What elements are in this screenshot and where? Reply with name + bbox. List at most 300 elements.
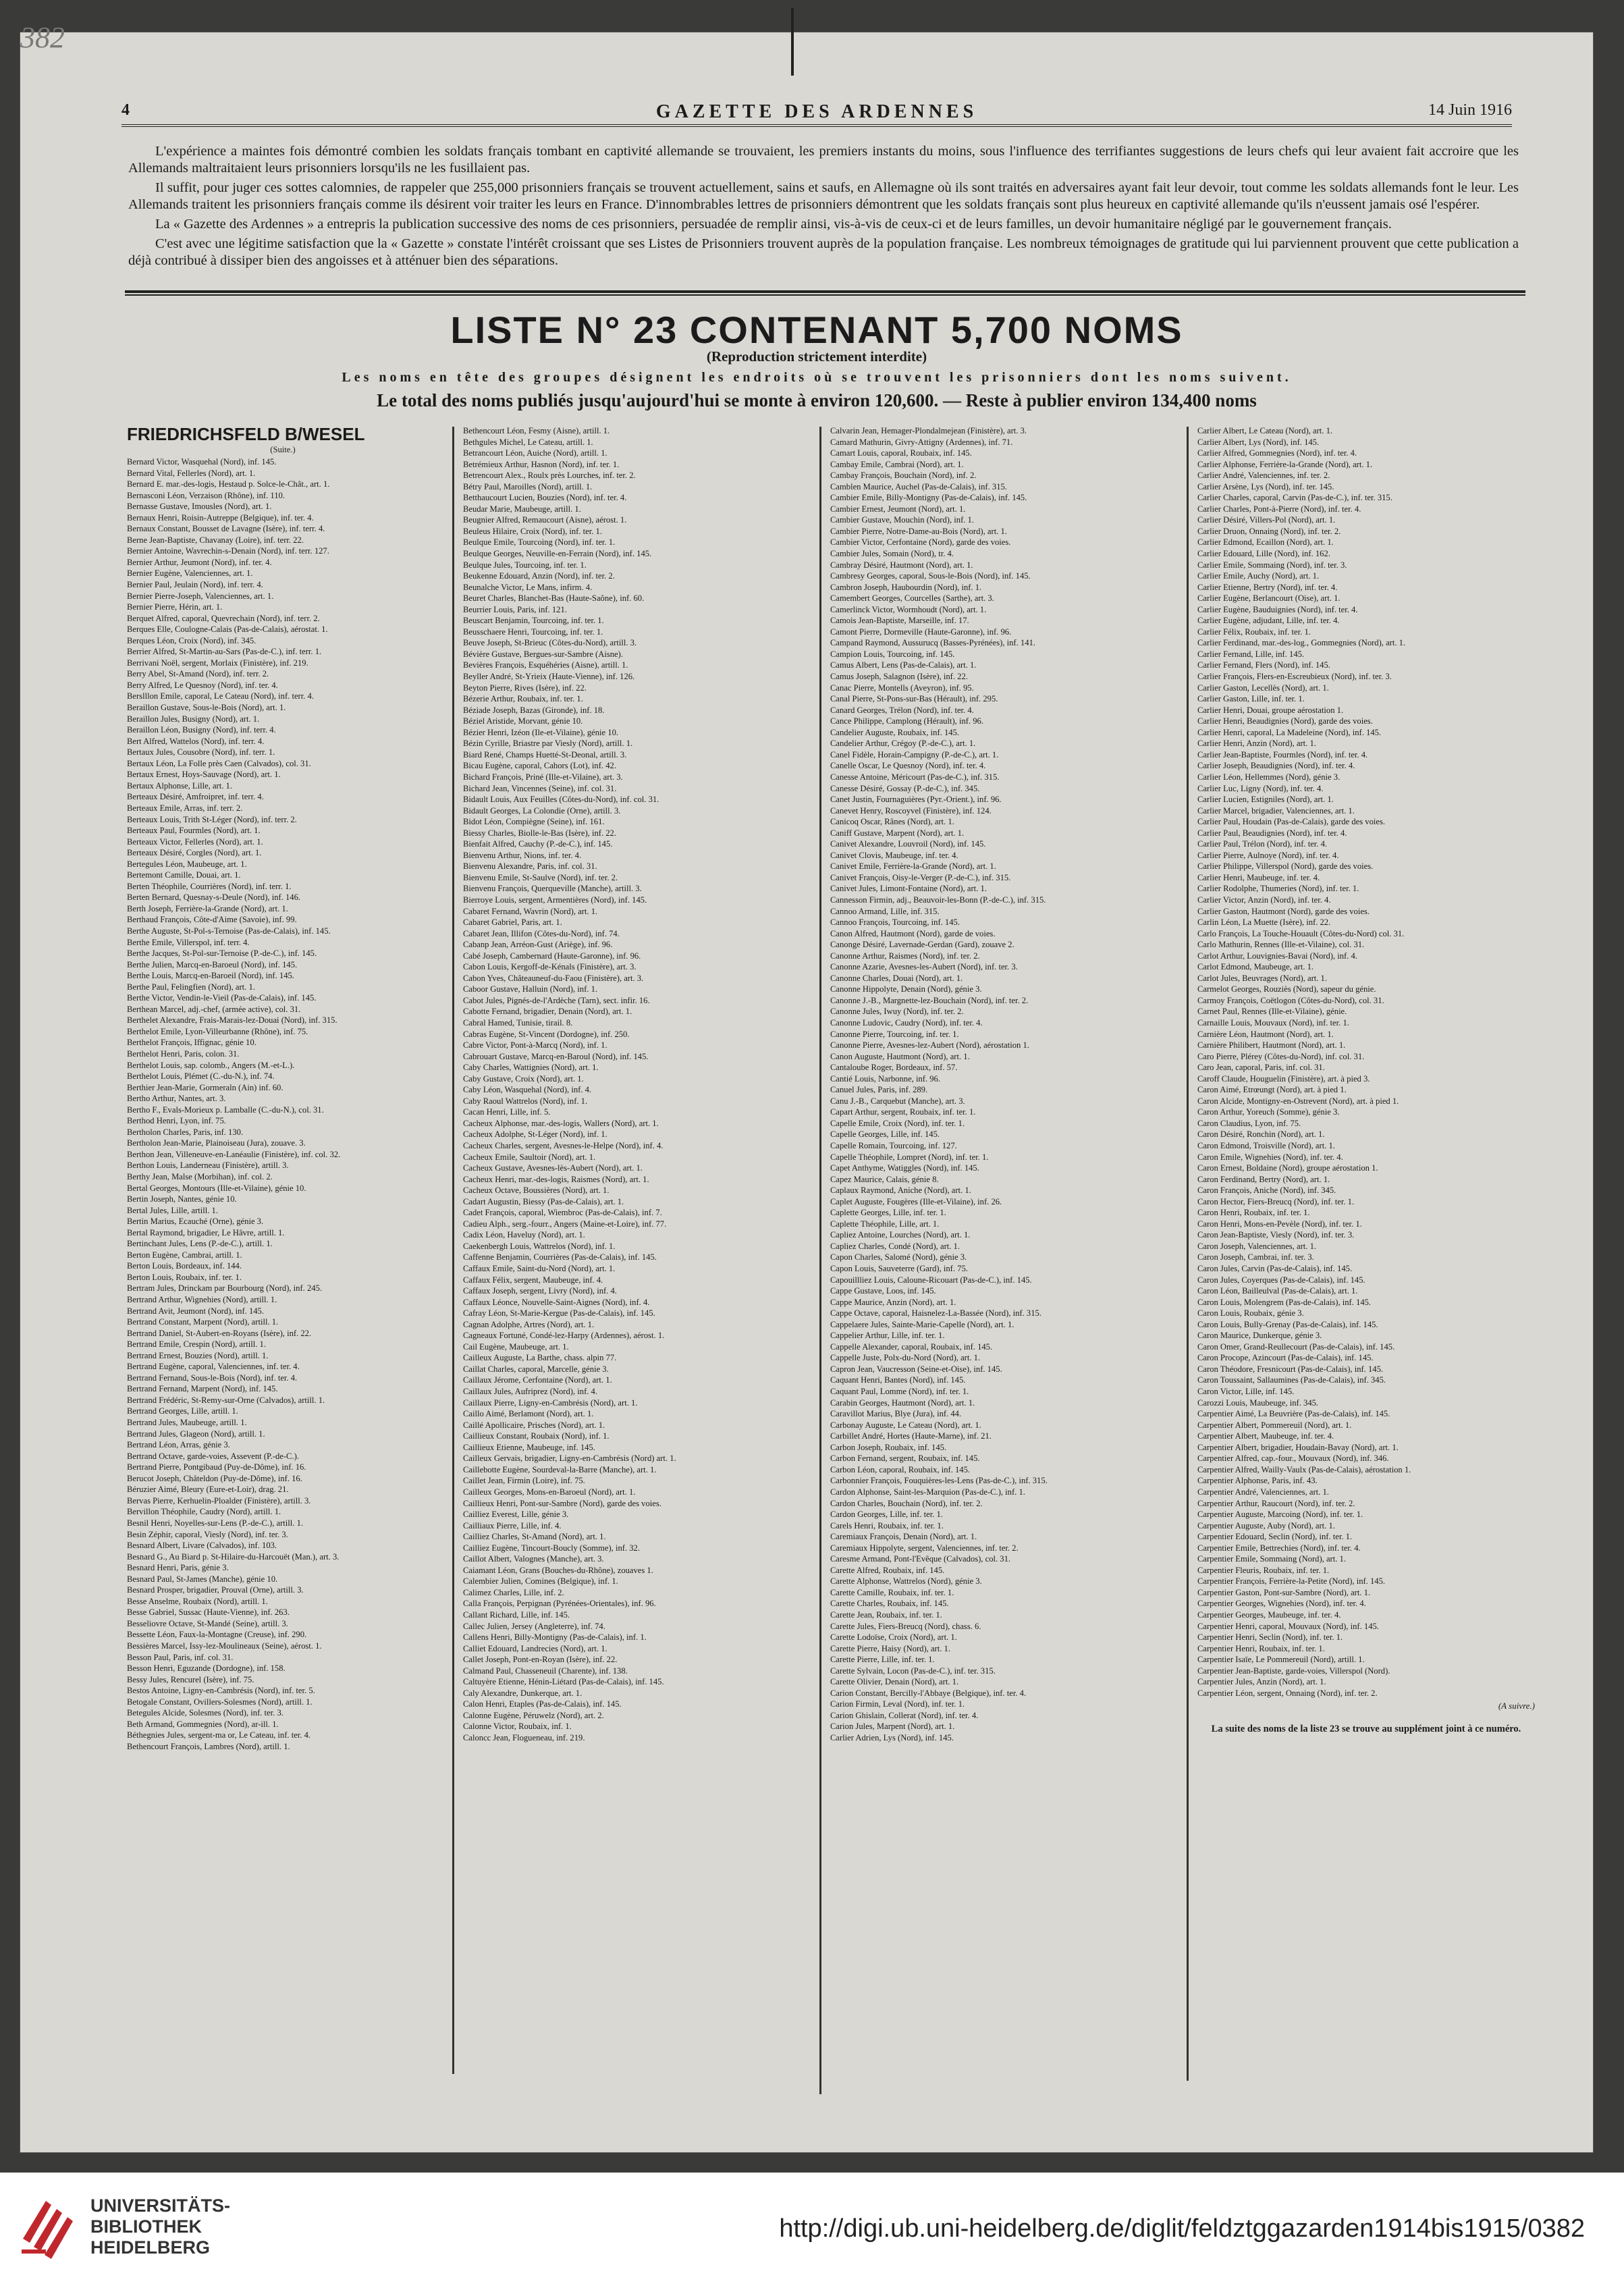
name-entry: Capart Arthur, sergent, Roubaix, inf. ter. 1. [830, 1107, 976, 1117]
name-entry: Canicoq Oscar, Rânes (Nord), art. 1. [830, 817, 954, 827]
name-entry: Canonne Arthur, Raismes (Nord), inf. ter. 2. [830, 951, 980, 961]
name-entry: Bertrand Jules, Maubeuge, artill. 1. [127, 1418, 247, 1428]
name-entry: Bernier Arthur, Jeumont (Nord), inf. ter. 4. [127, 557, 272, 567]
name-entry: Bertaux Ernest, Hoys-Sauvage (Nord), art. 1. [127, 770, 281, 780]
name-entry: Calla François, Perpignan (Pyrénées-Orientales), inf. 96. [463, 1599, 656, 1609]
name-entry: Berthe Louis, Marcq-en-Baroeil (Nord), inf. 145. [127, 971, 294, 981]
name-entry: Caloncc Jean, Flogueneau, inf. 219. [463, 1732, 585, 1742]
names-column-4 [1197, 425, 1535, 2093]
name-entry: Carpentier Emile, Bettrechies (Nord), inf. ter. 4. [1197, 1543, 1361, 1553]
name-entry: Beuret Charles, Blanchet-Bas (Haute-Saône), inf. 60. [463, 593, 645, 604]
name-entry: Camois Jean-Baptiste, Marseille, inf. 17. [830, 616, 969, 626]
name-entry: Carion Jules, Marpent (Nord), art. 1. [830, 1722, 955, 1732]
name-entry: Bernard E. mar.-des-logis, Hestaud p. Solce-le-Chât., art. 1. [127, 479, 330, 489]
name-entry: Bétry Paul, Maroilles (Nord), artill. 1. [463, 481, 593, 491]
name-list [127, 456, 439, 1752]
name-entry: Bienfait Alfred, Cauchy (P.-de-C.), inf. 145. [463, 839, 613, 849]
name-entry: Bertaux Jules, Cousobre (Nord), inf. terr. 1. [127, 747, 275, 757]
name-entry: Carlier Gaston, Lille, inf. ter. 1. [1197, 694, 1305, 704]
name-entry: Cagneaux Fortuné, Condé-lez-Harpy (Ardennes), aérost. 1. [463, 1331, 665, 1341]
name-entry: Bethgules Michel, Le Cateau, artill. 1. [463, 437, 593, 447]
continued-note: (A suivre.) [1498, 1701, 1535, 1711]
name-entry: Caffaux Emile, Saint-du-Nord (Nord), art. 1. [463, 1264, 616, 1274]
name-entry: Bertrand Arthur, Wignehies (Nord), artill. 1. [127, 1295, 277, 1305]
name-entry: Carlier Charles, caporal, Carvin (Pas-de-C.), inf. ter. 315. [1197, 493, 1392, 503]
name-entry: Canonne Ludovic, Caudry (Nord), inf. ter. 4. [830, 1017, 983, 1028]
name-entry: Beyller André, St-Yrieix (Haute-Vienne), inf. 126. [463, 672, 635, 682]
name-entry: Besse Gabriel, Sussac (Haute-Vienne), inf. 263. [127, 1607, 290, 1618]
name-entry: Callet Joseph, Pont-en-Royan (Isère), inf. 22. [463, 1655, 618, 1665]
name-entry: Bertrand Eugène, caporal, Valenciennes, inf. ter. 4. [127, 1362, 300, 1372]
name-entry: Cabanp Jean, Arréon-Gust (Ariège), inf. 96. [463, 940, 613, 950]
name-entry: Carlier Ferdinand, mar.-des-log., Gommegnies (Nord), art. 1. [1197, 638, 1406, 648]
name-entry: Caillaux Jules, Aufriprez (Nord), inf. 4. [463, 1387, 598, 1397]
name-entry: Berne Jean-Baptiste, Chavanay (Loire), inf. terr. 22. [127, 535, 304, 545]
name-entry: Canivet François, Oisy-le-Verger (P.-de-C.), inf. 315. [830, 872, 1011, 882]
name-entry: Cabral Hamed, Tunisie, tirail. 8. [463, 1017, 573, 1028]
name-entry: Cabrouart Gustave, Marcq-en-Baroul (Nord), inf. 145. [463, 1051, 649, 1061]
name-entry: Caron François, Aniche (Nord), inf. 345. [1197, 1186, 1336, 1196]
intro-paragraph: Il suffit, pour juger ces sottes calomnies, de rappeler que 255,000 prisonniers français se trouvent actuellement, sains et saufs, en Allemagne où ils sont traités en adversaires ayant fait leur devoir, tout comme les soldats allemands font le leur. Les Allemands traitent les prisonniers français comme ils désirent voir traiter les leurs en France. D'innombrables lettres de prisonniers démontrent que les soldats français sont plus heureux en captivité allemande qu'ils n'eussent jamais osé l'espérer. [128, 180, 1519, 212]
name-entry: Carpentier Aimé, La Beuvrière (Pas-de-Calais), inf. 145. [1197, 1409, 1390, 1419]
name-entry: Camembert Georges, Courcelles (Sarthe), art. 3. [830, 593, 994, 604]
name-entry: Carmelot Georges, Rouziès (Nord), sapeur du génie. [1197, 984, 1376, 994]
list-title: LISTE N° 23 CONTENANT 5,700 NOMS [450, 309, 1183, 351]
name-entry: Carlin Léon, La Muette (Isère), inf. 22. [1197, 917, 1331, 928]
name-entry: Caron Jules, Carvin (Pas-de-Calais), inf. 145. [1197, 1264, 1353, 1274]
name-entry: Besson Paul, Paris, inf. col. 31. [127, 1652, 234, 1662]
name-entry: Bidot Léon, Compiègne (Seine), inf. 161. [463, 817, 605, 827]
name-entry: Carlier Philippe, Villerspol (Nord), garde des voies. [1197, 861, 1374, 872]
name-entry: Caron Jean-Baptiste, Viesly (Nord), inf. ter. 3. [1197, 1230, 1355, 1240]
name-entry: Caron Edmond, Troisville (Nord), art. 1. [1197, 1141, 1335, 1150]
name-entry: Candelier Auguste, Roubaix, inf. 145. [830, 727, 959, 737]
divider-rule [125, 290, 1525, 293]
name-entry: Carlo François, La Touche-Houault (Côtes-du-Nord) col. 31. [1197, 928, 1405, 938]
name-entry: Bessy Jules, Rencurel (Isère), inf. 75. [127, 1674, 254, 1684]
name-entry: Canonne Charles, Douai (Nord), art. 1. [830, 973, 963, 983]
name-entry: Bévière Gustave, Bergues-sur-Sambre (Aisne). [463, 649, 623, 659]
name-entry: Bernard Vital, Fellerles (Nord), art. 1. [127, 468, 256, 478]
name-entry: Carette Sylvain, Locon (Pas-de-C.), inf. ter. 315. [830, 1666, 996, 1676]
name-entry: Caresme Armand, Pont-l'Evêque (Calvados), col. 31. [830, 1554, 1011, 1564]
name-entry: Camus Joseph, Salagnon (Isère), inf. 22. [830, 672, 968, 682]
name-entry: Bernaux Henri, Roisin-Autreppe (Belgique), inf. ter. 4. [127, 512, 314, 523]
name-entry: Carlier Jean-Baptiste, Fourmles (Nord), inf. ter. 4. [1197, 749, 1368, 760]
name-entry: Cailleux Georges, Mons-en-Baroeul (Nord), art. 1. [463, 1487, 636, 1497]
name-entry: Carlier André, Valenciennes, inf. ter. 2. [1197, 471, 1330, 481]
name-entry: Caffaux Joseph, sergent, Livry (Nord), inf. 4. [463, 1286, 617, 1296]
name-entry: Caillet Jean, Firmin (Loire), inf. 75. [463, 1476, 585, 1486]
name-entry: Berton Louis, Bordeaux, inf. 144. [127, 1261, 242, 1271]
name-entry: Caillot Albert, Valognes (Manche), art. 3. [463, 1554, 604, 1564]
name-entry: Berthier Jean-Marie, Gormeraln (Ain) inf. 60. [127, 1082, 283, 1092]
name-entry: Beunalche Victor, Le Mans, infirm. 4. [463, 582, 593, 592]
name-entry: Cacheux Henri, mar.-des-logis, Raismes (Nord), art. 1. [463, 1174, 649, 1184]
name-entry: Canel Fidèle, Horain-Campigny (P.-de-C.), art. 1. [830, 749, 999, 760]
name-list [1197, 425, 1535, 1699]
name-entry: Carlier Pierre, Aulnoye (Nord), inf. ter. 4. [1197, 850, 1339, 860]
name-entry: Canelle Oscar, Le Quesnoy (Nord), inf. ter. 4. [830, 761, 986, 771]
name-entry: Bertemont Camille, Douai, art. 1. [127, 870, 241, 880]
name-entry: Cadix Léon, Haveluy (Nord), art. 1. [463, 1230, 585, 1240]
name-entry: Carlier Edouard, Lille (Nord), inf. 162. [1197, 549, 1330, 559]
names-column-1 [127, 424, 439, 2092]
name-entry: Camont Pierre, Dormeville (Haute-Garonne), inf. 96. [830, 627, 1012, 637]
name-entry: Berthelot Emile, Lyon-Villeurbanne (Rhône), inf. 75. [127, 1026, 308, 1036]
name-entry: Caillo Aimé, Berlamont (Nord), art. 1. [463, 1409, 594, 1419]
name-entry: Cacheux Emile, Saultoir (Nord), art. 1. [463, 1152, 596, 1162]
name-entry: Carion Firmin, Leval (Nord), inf. ter. 1. [830, 1699, 965, 1709]
name-entry: Bertrand Frédéric, St-Remy-sur-Orne (Calvados), artill. 1. [127, 1395, 325, 1405]
name-entry: Carlier Etienne, Bertry (Nord), inf. ter. 4. [1197, 582, 1338, 592]
name-entry: Cailliez Eugène, Tincourt-Boucly (Somme), inf. 32. [463, 1543, 640, 1553]
name-entry: Bienvenu Emile, St-Saulve (Nord), inf. ter. 2. [463, 872, 618, 882]
name-entry: Berthelot François, Iffignac, génie 10. [127, 1038, 256, 1048]
name-entry: Caron Joseph, Cambrai, inf. ter. 3. [1197, 1252, 1314, 1262]
library-name-line: BIBLIOTHEK [90, 2216, 202, 2237]
name-entry: Bernier Pierre, Hérin, art. 1. [127, 602, 223, 612]
name-entry: Canonge Désiré, Lavernade-Gerdan (Gard), zouave 2. [830, 940, 1014, 950]
name-entry: Carlier Albert, Lys (Nord), inf. 145. [1197, 437, 1320, 447]
name-entry: Caron Léon, Bailleulval (Pas-de-Calais), art. 1. [1197, 1286, 1358, 1296]
name-entry: Carlier Victor, Anzin (Nord), inf. ter. 4. [1197, 895, 1331, 905]
name-entry: Berthe Jacques, St-Pol-sur-Ternoise (P.-de-C.), inf. 145. [127, 949, 317, 959]
name-entry: Carette Lodoïse, Croix (Nord), art. 1. [830, 1632, 957, 1643]
name-entry: Betrancourt Léon, Auiche (Nord), artill. 1. [463, 448, 607, 458]
newspaper-name: GAZETTE DES ARDENNES [655, 101, 978, 122]
name-entry: Bestos Antoine, Ligny-en-Cambrésis (Nord), inf. ter. 5. [127, 1686, 315, 1696]
name-entry: Canesse Désiré, Gossay (P.-de-C.), inf. 345. [830, 783, 980, 793]
name-entry: Carlier Druon, Onnaing (Nord), inf. ter. 2. [1197, 526, 1341, 536]
library-logo-icon [19, 2191, 81, 2259]
name-entry: Carpentier Jules, Anzin (Nord), art. 1. [1197, 1677, 1326, 1687]
name-entry: Beyton Pierre, Rives (Isère), inf. 22. [463, 683, 587, 693]
name-entry: Carlier Eugène, Bauduignies (Nord), inf. ter. 4. [1197, 604, 1358, 614]
name-entry: Camerlinck Victor, Wormhoudt (Nord), art. 1. [830, 604, 987, 614]
name-entry: Caplaux Raymond, Aniche (Nord), art. 1. [830, 1186, 971, 1196]
name-entry: Caplette Théophile, Lille, art. 1. [830, 1219, 940, 1229]
name-entry: Beraillon Jules, Busigny (Nord), art. 1. [127, 714, 260, 724]
name-entry: Beurrier Louis, Paris, inf. 121. [463, 604, 567, 614]
name-entry: Bertaux Léon, La Folle près Caen (Calvados), col. 31. [127, 758, 311, 768]
name-entry: Biard René, Champs Huetté-St-Deonal, artill. 3. [463, 749, 627, 760]
name-entry: Cambay Emile, Cambrai (Nord), art. 1. [830, 459, 964, 469]
name-entry: Beraillon Léon, Busigny (Nord), inf. terr. 4. [127, 725, 276, 735]
name-entry: Caquant Henri, Bantes (Nord), inf. 145. [830, 1375, 966, 1385]
name-entry: Capliez Charles, Condé (Nord), art. 1. [830, 1241, 960, 1251]
name-entry: Cambier Ernest, Jeumont (Nord), art. 1. [830, 504, 966, 514]
name-entry: Capouillliez Louis, Caloune-Ricouart (Pas-de-C.), inf. 145. [830, 1275, 1032, 1285]
name-entry: Carette Charles, Roubaix, inf. 145. [830, 1599, 949, 1609]
name-entry: Calon Henri, Etaples (Pas-de-Calais), inf. 145. [463, 1699, 622, 1709]
name-entry: Caron Ernest, Boldaine (Nord), groupe aérostation 1. [1197, 1163, 1378, 1173]
newspaper-header [121, 101, 1512, 127]
name-entry: Caly Alexandre, Dunkerque, art. 1. [463, 1688, 583, 1698]
name-entry: Berques Elle, Coulogne-Calais (Pas-de-Calais), aérostat. 1. [127, 624, 328, 635]
name-entry: Beraillon Gustave, Sous-le-Bois (Nord), art. 1. [127, 703, 286, 713]
camp-heading: FRIEDRICHSFELD B/WESEL [127, 424, 365, 444]
name-entry: Carpentier Arthur, Raucourt (Nord), inf. ter. 2. [1197, 1498, 1355, 1508]
name-entry: Caron Jules, Coyerques (Pas-de-Calais), inf. 145. [1197, 1275, 1365, 1285]
supplement-note: La suite des noms de la liste 23 se trouve au supplément joint à ce numéro. [1211, 1724, 1521, 1735]
name-entry: Carpentier Alfred, Wailly-Vaulx (Pas-de-Calais), aérostation 1. [1197, 1464, 1411, 1474]
name-entry: Campand Raymond, Aussurucq (Basses-Pyrénées), inf. 141. [830, 638, 1035, 648]
name-entry: Berry Alfred, Le Quesnoy (Nord), inf. ter. 4. [127, 680, 278, 690]
column-rule [1187, 427, 1189, 2081]
name-entry: Berten Théophile, Courrières (Nord), inf. terr. 1. [127, 881, 292, 891]
name-entry: Capon Charles, Salomé (Nord), génie 3. [830, 1252, 967, 1262]
name-entry: Caron Emile, Wignehies (Nord), inf. ter. 4. [1197, 1152, 1343, 1162]
name-entry: Caron Louis, Molengrem (Pas-de-Calais), inf. 145. [1197, 1297, 1372, 1307]
name-entry: Betrencourt Alex., Roulx près Lourches, inf. ter. 2. [463, 471, 636, 481]
name-entry: Beulque Emile, Tourcoing (Nord), inf. ter. 1. [463, 537, 616, 548]
name-entry: Besnard Henri, Paris, génie 3. [127, 1563, 229, 1573]
name-entry: Caby Léon, Wasquehal (Nord), inf. 4. [463, 1085, 592, 1095]
name-entry: Bernier Eugène, Valenciennes, art. 1. [127, 568, 253, 579]
name-entry: Bienvenu François, Querqueville (Manche), artill. 3. [463, 884, 642, 894]
column-rule [819, 427, 821, 2094]
name-entry: Bicau Eugène, caporal, Cahors (Lot), inf. 42. [463, 761, 616, 771]
name-entry: Caron Omer, Grand-Reullecourt (Pas-de-Calais), inf. 145. [1197, 1341, 1395, 1352]
name-entry: Carbon Joseph, Roubaix, inf. 145. [830, 1442, 947, 1452]
name-entry: Carlier Rodolphe, Thumeries (Nord), inf. ter. 1. [1197, 884, 1359, 894]
name-entry: Caby Charles, Wattignies (Nord), art. 1. [463, 1063, 599, 1073]
name-entry: Carlier Gaston, Lecellès (Nord), art. 1. [1197, 683, 1329, 693]
name-entry: Cambier Victor, Cerfontaine (Nord), garde des voies. [830, 537, 1011, 548]
name-entry: Cantié Louis, Narbonne, inf. 96. [830, 1073, 940, 1084]
name-entry: Caron Joseph, Valenciennes, art. 1. [1197, 1241, 1317, 1251]
name-entry: Carbon Fernand, sergent, Roubaix, inf. 145. [830, 1454, 980, 1464]
name-entry: Carlier Luc, Ligny (Nord), inf. ter. 4. [1197, 783, 1324, 793]
name-entry: Carbonnier François, Fouquières-les-Lens (Pas-de-C.), inf. 315. [830, 1476, 1048, 1486]
name-entry: Berthe Paul, Felingfien (Nord), art. 1. [127, 982, 255, 992]
name-entry: Caron Henri, Mons-en-Pevèle (Nord), inf. ter. 1. [1197, 1219, 1362, 1229]
name-entry: Cabon Louis, Kergoff-de-Kénals (Finistère), art. 3. [463, 962, 637, 972]
name-entry: Caron Théodore, Fresnicourt (Pas-de-Calais), inf. 145. [1197, 1364, 1384, 1374]
name-entry: Carpentier Auguste, Marcoing (Nord), inf. ter. 1. [1197, 1510, 1363, 1520]
name-entry: Berry Abel, St-Amand (Nord), inf. terr. 2. [127, 669, 269, 679]
name-entry: Bernaux Constant, Bousset de Lavagne (Isère), inf. terr. 4. [127, 524, 325, 534]
name-entry: Bichard François, Priné (Ille-et-Vilaine), art. 3. [463, 772, 623, 782]
name-entry: Carette Jean, Roubaix, inf. ter. 1. [830, 1609, 942, 1620]
name-entry: Caiamant Léon, Grans (Bouches-du-Rhône), zouaves 1. [463, 1565, 653, 1575]
name-entry: Carlier Emile, Auchy (Nord), art. 1. [1197, 571, 1320, 581]
name-entry: Carette Camille, Roubaix, inf. ter. 1. [830, 1587, 954, 1597]
name-entry: Canon Auguste, Hautmont (Nord), art. 1. [830, 1051, 970, 1061]
name-entry: Bidault Georges, La Colondie (Orne), artill. 3. [463, 805, 621, 816]
name-entry: Cappelier Arthur, Lille, inf. ter. 1. [830, 1331, 945, 1341]
name-entry: Carlier Paul, Houdain (Pas-de-Calais), garde des voies. [1197, 817, 1386, 827]
name-entry: Carlot Edmond, Maubeuge, art. 1. [1197, 962, 1314, 972]
name-entry: Berthelet Alexandre, Frais-Marais-lez-Douai (Nord), inf. 315. [127, 1015, 337, 1026]
name-entry: Carpentier Albert, brigadier, Houdain-Bavay (Nord), art. 1. [1197, 1442, 1399, 1452]
name-entry: Bert Alfred, Wattelos (Nord), inf. terr. 4. [127, 736, 265, 746]
name-entry: Carnet Paul, Rennes (Ille-et-Vilaine), génie. [1197, 1007, 1347, 1017]
name-entry: Bernasconi Léon, Verzaison (Rhône), inf. 110. [127, 490, 285, 500]
name-entry: Cantaloube Roger, Bordeaux, inf. 57. [830, 1063, 958, 1073]
name-entry: Carlier Edmond, Ecaillon (Nord), art. 1. [1197, 537, 1334, 548]
name-entry: Carnière Léon, Hautmont (Nord), art. 1. [1197, 1029, 1334, 1039]
name-entry: Cabé Joseph, Cambernard (Haute-Garonne), inf. 96. [463, 951, 641, 961]
name-entry: Caron Aimé, Etrœungt (Nord), art. à pied 1. [1197, 1085, 1347, 1095]
name-entry: Carion Constant, Bercilly-l'Abbaye (Belgique), inf. ter. 4. [830, 1688, 1027, 1698]
library-name-line: UNIVERSITÄTS- [90, 2195, 231, 2216]
name-entry: Beuscart Benjamin, Tourcoing, inf. ter. 1. [463, 616, 604, 626]
name-entry: Carlier Eugène, Berlancourt (Oise), art. 1. [1197, 593, 1341, 604]
name-entry: Carlier Félix, Roubaix, inf. ter. 1. [1197, 627, 1311, 637]
name-entry: Besse Anselme, Roubaix (Nord), artill. 1. [127, 1596, 268, 1606]
name-entry: Cabon Yves, Châteauneuf-du-Faou (Finistère), art. 3. [463, 973, 644, 983]
name-entry: Bernier Paul, Jeulain (Nord), inf. terr. 4. [127, 580, 263, 590]
name-entry: Bertrand Ernest, Bouzies (Nord), artill. 1. [127, 1350, 269, 1360]
name-entry: Berteaux Désiré, Corgles (Nord), art. 1. [127, 848, 262, 858]
name-entry: Berteaux Désiré, Amfroipret, inf. terr. 4. [127, 792, 264, 802]
name-entry: Carlier Adrien, Lys (Nord), inf. 145. [830, 1732, 954, 1742]
name-entry: Bertin Joseph, Nantes, génie 10. [127, 1194, 237, 1204]
name-entry: Caillaux Pierre, Ligny-en-Cambrésis (Nord), art. 1. [463, 1397, 638, 1408]
name-entry: Caillé Apollicaire, Prisches (Nord), art. 1. [463, 1420, 605, 1430]
name-entry: Carnaille Louis, Mouvaux (Nord), inf. ter. 1. [1197, 1017, 1349, 1028]
name-entry: Carette Alphonse, Wattrelos (Nord), génie 3. [830, 1576, 982, 1587]
name-entry: Carpentier Georges, Wignehies (Nord), inf. ter. 4. [1197, 1599, 1366, 1609]
name-entry: Bézier Henri, Izéon (Ile-et-Vilaine), génie 10. [463, 727, 619, 737]
name-entry: Berthe Julien, Marcq-en-Baroeul (Nord), inf. 145. [127, 959, 298, 969]
name-entry: Carbillet André, Hortes (Haute-Marne), inf. 21. [830, 1431, 992, 1441]
name-entry: Cardon Alphonse, Saint-les-Marquion (Pas-de-C.), inf. 1. [830, 1487, 1025, 1497]
name-entry: Carnière Philibert, Hautmont (Nord), art. 1. [1197, 1040, 1346, 1050]
name-entry: Carlier Arsène, Lys (Nord), inf. ter. 145. [1197, 481, 1334, 491]
name-entry: Bervas Pierre, Kerhuelin-Ploalder (Finistère), artill. 3. [127, 1495, 311, 1506]
name-entry: Carpentier Emile, Sommaing (Nord), art. 1. [1197, 1554, 1346, 1564]
name-entry: Berrier Alfred, St-Martin-au-Sars (Pas-de-C.), inf. terr. 1. [127, 647, 322, 657]
name-entry: Carpentier Henri, Seclin (Nord), inf. ter. 1. [1197, 1632, 1343, 1643]
name-entry: Carlier Henri, Douai, groupe aérostation 1. [1197, 705, 1344, 715]
name-entry: Carlier Alfred, Gommegnies (Nord), inf. ter. 4. [1197, 448, 1357, 458]
name-entry: Berteaux Victor, Fellerles (Nord), art. 1. [127, 836, 263, 847]
name-entry: Carlier Léon, Hellemmes (Nord), génie 3. [1197, 772, 1341, 782]
folio-number: 382 [20, 21, 65, 54]
name-entry: Cacheux Adolphe, St-Léger (Nord), inf. 1. [463, 1129, 607, 1140]
name-entry: Cailleux Auguste, La Barthe, chass. alpin 77. [463, 1353, 617, 1363]
name-entry: Cailliez Charles, St-Amand (Nord), art. 1. [463, 1532, 606, 1542]
name-entry: Carlier Joseph, Beaudignies (Nord), inf. ter. 4. [1197, 761, 1355, 771]
name-entry: Cadart Augustin, Biessy (Pas-de-Calais), art. 1. [463, 1196, 624, 1206]
name-entry: Carpentier Auguste, Auby (Nord), art. 1. [1197, 1520, 1335, 1530]
name-entry: Bertrand Avit, Jeumont (Nord), inf. 145. [127, 1306, 264, 1316]
name-entry: Carpentier Léon, sergent, Onnaing (Nord), inf. ter. 2. [1197, 1688, 1378, 1698]
name-entry: Carlier Paul, Trélon (Nord), inf. ter. 4. [1197, 839, 1328, 849]
name-entry: Cambron Joseph, Haubourdin (Nord), inf. 1. [830, 582, 982, 592]
name-entry: Carpentier André, Valenciennes, art. 1. [1197, 1487, 1329, 1497]
name-entry: Carpentier Georges, Maubeuge, inf. ter. 4. [1197, 1609, 1341, 1620]
name-entry: Canivet Clovis, Maubeuge, inf. ter. 4. [830, 850, 958, 860]
name-entry: Canivet Emile, Ferrière-la-Grande (Nord), art. 1. [830, 861, 996, 872]
name-entry: Carpentier Alphonse, Paris, inf. 43. [1197, 1476, 1318, 1486]
names-column-2 [463, 425, 815, 2093]
name-entry: Caplet Auguste, Fougères (Ille-et-Vilaine), inf. 26. [830, 1196, 1002, 1206]
name-entry: Caron Procope, Azincourt (Pas-de-Calais), inf. 145. [1197, 1353, 1374, 1363]
name-entry: Calliet Edouard, Landrecies (Nord), art. 1. [463, 1643, 607, 1653]
name-entry: Bertrand Fernand, Sous-le-Bois (Nord), inf. ter. 4. [127, 1373, 298, 1383]
name-entry: Berthe Victor, Vendin-le-Vieil (Pas-de-Calais), inf. 145. [127, 993, 317, 1003]
name-entry: Carion Ghislain, Collerat (Nord), inf. ter. 4. [830, 1710, 979, 1720]
name-entry: Carlier Fernand, Flers (Nord), inf. 145. [1197, 660, 1330, 670]
name-entry: Bertho F., Evals-Morieux p. Lamballe (C.-du-N.), col. 31. [127, 1104, 324, 1115]
name-entry: Caron Arthur, Yoreuch (Somme), génie 3. [1197, 1107, 1340, 1117]
name-entry: Beuve Joseph, St-Brieuc (Côtes-du-Nord), artill. 3. [463, 638, 637, 648]
name-entry: Beulque Jules, Tourcoing, inf. ter. 1. [463, 560, 587, 570]
name-entry: Cail Eugène, Maubeuge, art. 1. [463, 1341, 569, 1352]
name-entry: Berthon Louis, Landerneau (Finistère), artill. 3. [127, 1161, 289, 1171]
name-entry: Béziel Aristide, Morvant, génie 10. [463, 716, 583, 726]
total-note: Le total des noms publiés jusqu'aujourd'hui se monte à environ 120,600. — Reste à publier environ 134,400 noms [377, 390, 1257, 410]
name-entry: Bézin Cyrille, Briastre par Viesly (Nord), artill. 1. [463, 739, 633, 749]
name-entry: Cambray Désiré, Hautmont (Nord), art. 1. [830, 560, 973, 570]
issue-date: 14 Juin 1916 [1428, 101, 1512, 119]
source-url-link[interactable]: http://digi.ub.uni-heidelberg.de/diglit/feldztggazarden1914bis1915/0382 [779, 2214, 1585, 2243]
name-entry: Cagnan Adolphe, Artres (Nord), art. 1. [463, 1319, 595, 1329]
name-entry: Carlot Arthur, Louvignies-Bavai (Nord), inf. 4. [1197, 951, 1357, 961]
name-entry: Cabaret Gabriel, Paris, art. 1. [463, 917, 562, 928]
divider-rule [125, 294, 1525, 296]
name-entry: Caro Pierre, Plérey (Côtes-du-Nord), inf. col. 31. [1197, 1051, 1365, 1061]
name-entry: Berthon Jean, Villeneuve-en-Lanéaulie (Finistère), inf. col. 32. [127, 1149, 341, 1159]
name-entry: Carlot Jules, Beuvrages (Nord), art. 1. [1197, 973, 1328, 983]
name-entry: Cadet François, caporal, Wiembroc (Pas-de-Calais), inf. 7. [463, 1208, 662, 1218]
name-entry: Camblen Maurice, Auchel (Pas-de-Calais), inf. 315. [830, 481, 1007, 491]
name-entry: Carbon Léon, caporal, Roubaix, inf. 145. [830, 1464, 971, 1474]
name-entry: Besseliovre Octave, St-Mandé (Seine), artill. 3. [127, 1618, 288, 1628]
name-entry: Carpentier Edouard, Seclin (Nord), inf. ter. 1. [1197, 1532, 1353, 1542]
name-entry: Canac Pierre, Montells (Aveyron), inf. 95. [830, 683, 974, 693]
name-entry: Caillieux Etienne, Maubeuge, inf. 145. [463, 1442, 595, 1452]
name-entry: Carlier Henri, caporal, La Madeleine (Nord), inf. 145. [1197, 727, 1382, 737]
name-entry: Cafray Léon, St-Marie-Kergue (Pas-de-Calais), inf. 145. [463, 1308, 655, 1319]
name-entry: Carlier Lucien, Estigniles (Nord), art. 1. [1197, 795, 1334, 805]
name-entry: Cardon Charles, Bouchain (Nord), inf. ter. 2. [830, 1498, 983, 1508]
name-entry: Beusschaere Henri, Tourcoing, inf. ter. 1. [463, 627, 603, 637]
name-entry: Canuel Jules, Paris, inf. 289. [830, 1085, 928, 1095]
name-entry: Carlier Emile, Sommaing (Nord), inf. ter. 3. [1197, 560, 1347, 570]
intro-paragraph: L'expérience a maintes fois démontré combien les soldats français tombant en captivité allemande se trouvaient, les premiers instants du moins, sous l'influence des terrifiantes suggestions de leurs chefs qui leur avaient fait accroire que les Allemands maltraitaient leurs prisonniers lorsqu'ils ne les fusillaient pas. [128, 144, 1519, 176]
name-entry: Berthean Marcel, adj.-chef, (armée active), col. 31. [127, 1004, 301, 1014]
name-entry: Carpentier Albert, Maubeuge, inf. ter. 4. [1197, 1431, 1334, 1441]
name-entry: Carpentier François, Ferrière-la-Petite (Nord), inf. 145. [1197, 1576, 1386, 1587]
name-entry: Campion Louis, Tourcoing, inf. 145. [830, 649, 955, 659]
name-entry: Bertrand Emile, Crespin (Nord), artill. 1. [127, 1339, 266, 1350]
name-entry: Canonne Azarie, Avesnes-les-Aubert (Nord), inf. ter. 3. [830, 962, 1018, 972]
reproduction-note: (Reproduction strictement interdite) [706, 348, 927, 365]
name-entry: Camart Louis, caporal, Roubaix, inf. 145. [830, 448, 972, 458]
name-entry: Bertegules Léon, Maubeuge, art. 1. [127, 859, 247, 869]
name-entry: Cabras Eugène, St-Vincent (Dordogne), inf. 250. [463, 1029, 630, 1039]
library-name-line: HEIDELBERG [90, 2237, 211, 2258]
name-entry: Caffaux Félix, sergent, Maubeuge, inf. 4. [463, 1275, 603, 1285]
name-entry: Carbonay Auguste, Le Cateau (Nord), art. 1. [830, 1420, 981, 1430]
name-entry: Bevières François, Esquéhéries (Aisne), artill. 1. [463, 660, 628, 670]
name-entry: Betrémieux Arthur, Hasnon (Nord), inf. ter. 1. [463, 459, 620, 469]
name-entry: Cappelaere Jules, Sainte-Marie-Capelle (Nord), art. 1. [830, 1319, 1014, 1329]
name-entry: Bernier Pierre-Joseph, Valenciennes, art. 1. [127, 591, 274, 601]
name-entry: Cacheux Gustave, Avesnes-lès-Aubert (Nord), art. 1. [463, 1163, 643, 1173]
name-entry: Beulque Georges, Neuville-en-Ferrain (Nord), inf. 145. [463, 549, 652, 559]
name-entry: Camard Mathurin, Givry-Attigny (Ardennes), inf. 71. [830, 437, 1013, 447]
name-entry: Berton Louis, Roubaix, inf. ter. 1. [127, 1272, 242, 1282]
name-entry: Canonne Pierre, Tourcoing, inf. ter. 1. [830, 1029, 959, 1039]
name-entry: Canevet Henry, Roscoyvel (Finistère), inf. 124. [830, 805, 992, 816]
name-entry: Bertrand Léon, Arras, génie 3. [127, 1440, 230, 1450]
